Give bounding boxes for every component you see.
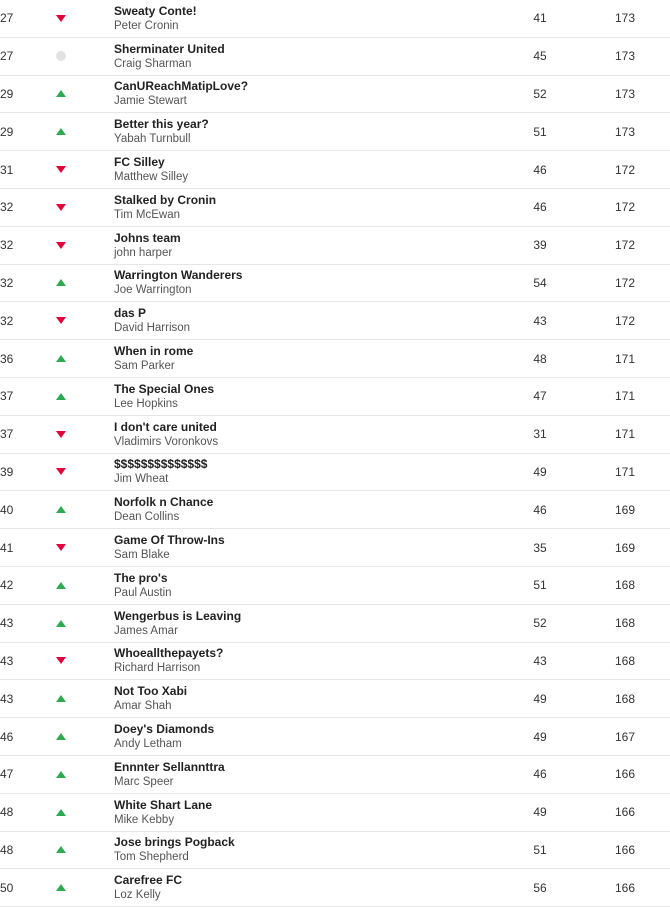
team-name[interactable]: Stalked by Cronin <box>114 192 217 207</box>
movement-cell <box>56 264 114 302</box>
movement-cell <box>56 340 114 378</box>
gameweek-points-cell: 52 <box>533 86 547 101</box>
team-name[interactable]: Sweaty Conte! <box>114 3 197 18</box>
manager-name: Paul Austin <box>114 586 172 599</box>
total-points-cell: 173 <box>614 49 636 64</box>
manager-name: Tom Shepherd <box>114 851 189 864</box>
manager-name: Jamie Stewart <box>114 95 187 108</box>
team-cell <box>114 642 500 680</box>
gameweek-points-cell: 43 <box>533 653 547 668</box>
rank-cell: 43 <box>0 691 14 706</box>
manager-name: Sam Blake <box>114 549 170 562</box>
table-row[interactable] <box>0 529 670 567</box>
total-points-cell: 168 <box>614 691 636 706</box>
no-movement-icon <box>56 51 66 61</box>
team-name[interactable]: Sherminater United <box>114 41 225 56</box>
movement-cell <box>56 75 114 113</box>
arrow-down-icon <box>56 544 66 551</box>
team-name[interactable]: CanUReachMatipLove? <box>114 79 249 94</box>
table-row[interactable] <box>0 793 670 831</box>
rank-cell: 27 <box>0 49 14 64</box>
manager-name: Jim Wheat <box>114 473 169 486</box>
gameweek-points-cell: 48 <box>533 351 547 366</box>
gameweek-points-cell: 49 <box>533 691 547 706</box>
arrow-down-icon <box>56 15 66 22</box>
total-points-cell: 169 <box>614 502 636 517</box>
gameweek-points-cell: 49 <box>533 464 547 479</box>
team-name[interactable]: White Shart Lane <box>114 797 213 812</box>
team-cell <box>114 831 500 869</box>
gameweek-points-cell: 35 <box>533 540 547 555</box>
table-row[interactable] <box>0 302 670 340</box>
rank-cell: 42 <box>0 578 14 593</box>
team-name[interactable]: Warrington Wanderers <box>114 268 243 283</box>
team-cell <box>114 264 500 302</box>
total-points-cell: 172 <box>614 200 636 215</box>
gameweek-points-cell: 52 <box>533 616 547 631</box>
team-cell <box>114 604 500 642</box>
movement-cell <box>56 604 114 642</box>
team-name[interactable]: The pro's <box>114 570 168 585</box>
total-points-cell: 168 <box>614 653 636 668</box>
team-name[interactable]: Doey's Diamonds <box>114 722 215 737</box>
arrow-up-icon <box>56 582 66 589</box>
team-cell <box>114 113 500 151</box>
table-row[interactable] <box>0 0 670 37</box>
total-points-cell: 171 <box>614 427 636 442</box>
team-name[interactable]: Wengerbus is Leaving <box>114 608 242 623</box>
movement-cell <box>56 793 114 831</box>
manager-name: Peter Cronin <box>114 19 179 32</box>
table-row[interactable] <box>0 188 670 226</box>
table-row[interactable] <box>0 491 670 529</box>
team-name[interactable]: Ennnter Sellannttra <box>114 759 225 774</box>
rank-cell: 39 <box>0 464 14 479</box>
rank-cell: 50 <box>0 880 14 895</box>
arrow-down-icon <box>56 204 66 211</box>
total-points-cell: 168 <box>614 578 636 593</box>
gameweek-points-cell: 39 <box>533 238 547 253</box>
total-points-cell: 167 <box>614 729 636 744</box>
manager-name: Mike Kebby <box>114 813 175 826</box>
team-cell <box>114 415 500 453</box>
table-row[interactable] <box>0 264 670 302</box>
total-points-cell: 169 <box>614 540 636 555</box>
gameweek-points-cell: 46 <box>533 162 547 177</box>
arrow-up-icon <box>56 393 66 400</box>
table-row[interactable] <box>0 566 670 604</box>
total-points-cell: 166 <box>614 880 636 895</box>
team-name[interactable]: Not Too Xabi <box>114 684 188 699</box>
gameweek-points-cell: 49 <box>533 729 547 744</box>
movement-cell <box>56 226 114 264</box>
manager-name: Vladimirs Voronkovs <box>114 435 219 448</box>
rank-cell: 32 <box>0 200 14 215</box>
total-points-cell: 172 <box>614 162 636 177</box>
manager-name: Yabah Turnbull <box>114 133 191 146</box>
team-name[interactable]: When in rome <box>114 344 194 359</box>
arrow-down-icon <box>56 468 66 475</box>
table-row[interactable] <box>0 642 670 680</box>
team-cell <box>114 151 500 189</box>
team-cell <box>114 37 500 75</box>
team-name[interactable]: das P <box>114 306 147 321</box>
arrow-up-icon <box>56 846 66 853</box>
team-cell <box>114 793 500 831</box>
rank-cell: 48 <box>0 805 14 820</box>
table-row[interactable] <box>0 340 670 378</box>
movement-cell <box>56 642 114 680</box>
arrow-up-icon <box>56 733 66 740</box>
total-points-cell: 173 <box>614 11 636 26</box>
rank-cell: 37 <box>0 427 14 442</box>
arrow-down-icon <box>56 242 66 249</box>
manager-name: Matthew Silley <box>114 171 189 184</box>
table-row[interactable] <box>0 604 670 642</box>
rank-cell: 31 <box>0 162 14 177</box>
rank-cell: 37 <box>0 389 14 404</box>
rank-cell: 27 <box>0 11 14 26</box>
gameweek-points-cell: 56 <box>533 880 547 895</box>
rank-cell: 41 <box>0 540 14 555</box>
manager-name: James Amar <box>114 624 178 637</box>
rank-cell: 40 <box>0 502 14 517</box>
team-cell <box>114 377 500 415</box>
manager-name: john harper <box>114 246 173 259</box>
movement-cell <box>56 188 114 226</box>
movement-cell <box>56 491 114 529</box>
team-name[interactable]: I don't care united <box>114 419 217 434</box>
manager-name: Tim McEwan <box>114 208 181 221</box>
table-row[interactable] <box>0 831 670 869</box>
total-points-cell: 166 <box>614 767 636 782</box>
team-cell <box>114 755 500 793</box>
movement-cell <box>56 831 114 869</box>
total-points-cell: 173 <box>614 86 636 101</box>
table-row[interactable] <box>0 718 670 756</box>
total-points-cell: 171 <box>614 351 636 366</box>
arrow-up-icon <box>56 128 66 135</box>
team-cell <box>114 529 500 567</box>
gameweek-points-cell: 46 <box>533 502 547 517</box>
team-cell <box>114 340 500 378</box>
total-points-cell: 172 <box>614 238 636 253</box>
gameweek-points-cell: 51 <box>533 842 547 857</box>
arrow-up-icon <box>56 90 66 97</box>
movement-cell <box>56 151 114 189</box>
team-name[interactable]: Jose brings Pogback <box>114 835 235 850</box>
team-cell <box>114 718 500 756</box>
total-points-cell: 166 <box>614 842 636 857</box>
table-row[interactable] <box>0 680 670 718</box>
gameweek-points-cell: 45 <box>533 49 547 64</box>
rank-cell: 46 <box>0 729 14 744</box>
manager-name: Lee Hopkins <box>114 397 178 410</box>
team-cell <box>114 453 500 491</box>
rank-cell: 32 <box>0 313 14 328</box>
arrow-up-icon <box>56 809 66 816</box>
gameweek-points-cell: 51 <box>533 578 547 593</box>
team-name[interactable]: Norfolk n Chance <box>114 495 214 510</box>
manager-name: Loz Kelly <box>114 889 161 902</box>
gameweek-points-cell: 46 <box>533 767 547 782</box>
gameweek-points-cell: 49 <box>533 805 547 820</box>
table-row[interactable] <box>0 226 670 264</box>
total-points-cell: 172 <box>614 313 636 328</box>
movement-cell <box>56 529 114 567</box>
arrow-up-icon <box>56 695 66 702</box>
arrow-up-icon <box>56 771 66 778</box>
manager-name: Joe Warrington <box>114 284 192 297</box>
arrow-down-icon <box>56 166 66 173</box>
team-cell <box>114 75 500 113</box>
movement-cell <box>56 680 114 718</box>
manager-name: Amar Shah <box>114 700 172 713</box>
team-cell <box>114 226 500 264</box>
movement-cell <box>56 377 114 415</box>
arrow-up-icon <box>56 355 66 362</box>
table-row[interactable] <box>0 415 670 453</box>
total-points-cell: 168 <box>614 616 636 631</box>
arrow-down-icon <box>56 317 66 324</box>
table-row[interactable] <box>0 37 670 75</box>
arrow-up-icon <box>56 884 66 891</box>
movement-cell <box>56 0 114 37</box>
team-cell <box>114 188 500 226</box>
team-name[interactable]: Better this year? <box>114 117 209 132</box>
gameweek-points-cell: 47 <box>533 389 547 404</box>
table-row[interactable] <box>0 453 670 491</box>
movement-cell <box>56 755 114 793</box>
rank-cell: 32 <box>0 275 14 290</box>
team-cell <box>114 680 500 718</box>
team-name[interactable]: Whoeallthepayets? <box>114 646 224 661</box>
rank-cell: 43 <box>0 616 14 631</box>
team-cell <box>114 869 500 907</box>
manager-name: Dean Collins <box>114 511 180 524</box>
team-name[interactable]: Game Of Throw-Ins <box>114 533 225 548</box>
rank-cell: 29 <box>0 86 14 101</box>
team-cell <box>114 566 500 604</box>
total-points-cell: 171 <box>614 464 636 479</box>
arrow-up-icon <box>56 279 66 286</box>
rank-cell: 29 <box>0 124 14 139</box>
table-row[interactable] <box>0 377 670 415</box>
manager-name: Marc Speer <box>114 775 174 788</box>
team-cell <box>114 491 500 529</box>
rank-cell: 47 <box>0 767 14 782</box>
table-row[interactable] <box>0 869 670 907</box>
team-name[interactable]: Carefree FC <box>114 873 183 888</box>
arrow-up-icon <box>56 506 66 513</box>
table-row[interactable] <box>0 75 670 113</box>
rank-cell: 32 <box>0 238 14 253</box>
movement-cell <box>56 113 114 151</box>
movement-cell <box>56 415 114 453</box>
gameweek-points-cell: 51 <box>533 124 547 139</box>
team-name[interactable]: The Special Ones <box>114 381 215 396</box>
rank-cell: 36 <box>0 351 14 366</box>
movement-cell <box>56 869 114 907</box>
manager-name: David Harrison <box>114 322 191 335</box>
total-points-cell: 171 <box>614 389 636 404</box>
rank-cell: 48 <box>0 842 14 857</box>
manager-name: Andy Letham <box>114 738 182 751</box>
total-points-cell: 173 <box>614 124 636 139</box>
manager-name: Richard Harrison <box>114 662 201 675</box>
gameweek-points-cell: 43 <box>533 313 547 328</box>
gameweek-points-cell: 31 <box>533 427 547 442</box>
team-name[interactable]: $$$$$$$$$$$$$$ <box>114 457 208 472</box>
movement-cell <box>56 566 114 604</box>
gameweek-points-cell: 41 <box>533 11 547 26</box>
gameweek-points-cell: 46 <box>533 200 547 215</box>
team-cell <box>114 302 500 340</box>
team-name[interactable]: Johns team <box>114 230 181 245</box>
total-points-cell: 172 <box>614 275 636 290</box>
movement-cell <box>56 453 114 491</box>
table-row[interactable] <box>0 113 670 151</box>
movement-cell <box>56 302 114 340</box>
gameweek-points-cell: 54 <box>533 275 547 290</box>
manager-name: Craig Sharman <box>114 57 192 70</box>
table-row[interactable] <box>0 151 670 189</box>
team-cell <box>114 0 500 37</box>
arrow-up-icon <box>56 620 66 627</box>
movement-cell <box>56 37 114 75</box>
total-points-cell: 166 <box>614 805 636 820</box>
rank-cell: 43 <box>0 653 14 668</box>
arrow-down-icon <box>56 431 66 438</box>
table-row[interactable] <box>0 755 670 793</box>
team-name[interactable]: FC Silley <box>114 155 165 170</box>
arrow-down-icon <box>56 657 66 664</box>
manager-name: Sam Parker <box>114 360 175 373</box>
movement-cell <box>56 718 114 756</box>
